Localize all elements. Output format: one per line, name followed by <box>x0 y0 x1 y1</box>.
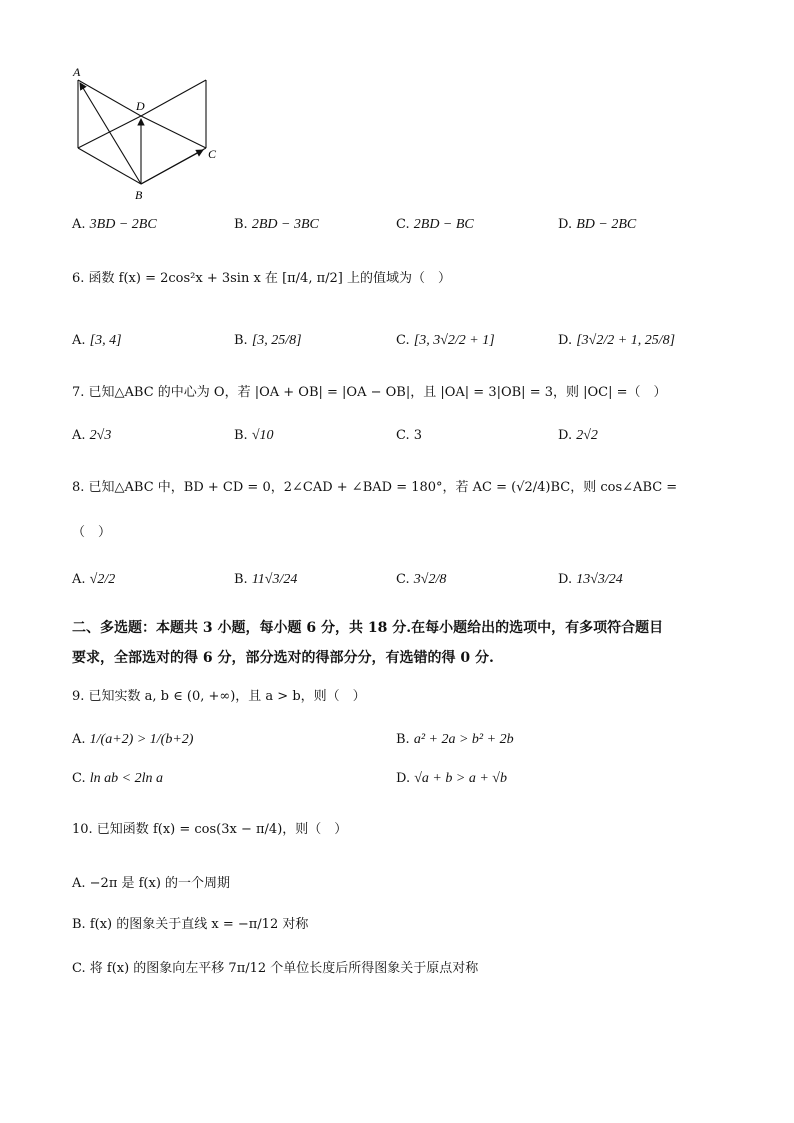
figure-label-c: C <box>208 147 217 161</box>
q10-option-a[interactable]: A. −2π 是 f(x) 的一个周期 <box>72 876 231 891</box>
q7-option-c[interactable]: C. 3 <box>396 428 423 443</box>
q6-option-a[interactable]: A. [3, 4] <box>72 333 122 348</box>
q5-option-a[interactable]: A. 3BD − 2BC <box>72 217 157 232</box>
q10-option-b[interactable]: B. f(x) 的图象关于直线 x = −π/12 对称 <box>72 917 309 932</box>
q7-option-b[interactable]: B. √10 <box>234 428 274 443</box>
q6-option-d[interactable]: D. [3√2/2 + 1, 25/8] <box>558 333 676 348</box>
q8-option-b[interactable]: B. 11√3/24 <box>234 572 298 587</box>
figure-top-right <box>141 80 206 116</box>
figure-top-left <box>78 80 141 116</box>
q6-option-c[interactable]: C. [3, 3√2/2 + 1] <box>396 333 495 348</box>
q8-option-c[interactable]: C. 3√2/8 <box>396 572 447 587</box>
figure-label-d: D <box>136 99 145 113</box>
figure-mid-right <box>141 116 206 148</box>
q8-option-a[interactable]: A. √2/2 <box>72 572 116 587</box>
q9-option-a[interactable]: A. 1/(a+2) > 1/(b+2) <box>72 732 194 747</box>
figure-bottom-left <box>78 148 141 184</box>
q6-option-b[interactable]: B. [3, 25/8] <box>234 333 302 348</box>
q10-stem: 10. 已知函数 f(x) = cos(3x − π/4)，则（ ） <box>72 822 348 837</box>
section2-heading-line1: 二、多选题：本题共 3 小题，每小题 6 分，共 18 分.在每小题给出的选项中，有多项符合题目 <box>72 620 664 636</box>
q5-option-b[interactable]: B. 2BD − 3BC <box>234 217 319 232</box>
q5-option-d[interactable]: D. BD − 2BC <box>558 217 637 232</box>
q8-option-d[interactable]: D. 13√3/24 <box>558 572 623 587</box>
q9-option-d[interactable]: D. √a + b > a + √b <box>396 771 507 786</box>
q7-option-a[interactable]: A. 2√3 <box>72 428 112 443</box>
q9-option-b[interactable]: B. a² + 2a > b² + 2b <box>396 732 514 747</box>
geometry-figure <box>68 62 228 202</box>
figure-label-b: B <box>135 188 143 202</box>
q10-option-c[interactable]: C. 将 f(x) 的图象向左平移 7π/12 个单位长度后所得图象关于原点对称 <box>72 961 479 976</box>
q5-option-c[interactable]: C. 2BD − BC <box>396 217 474 232</box>
q9-stem: 9. 已知实数 a, b ∈ (0, +∞)，且 a > b，则（ ） <box>72 689 366 704</box>
section2-heading-line2: 要求，全部选对的得 6 分，部分选对的得部分分，有选错的得 0 分. <box>72 650 494 666</box>
q9-option-c[interactable]: C. ln ab < 2ln a <box>72 771 163 786</box>
q8-blank: （ ） <box>72 525 112 540</box>
q8-stem: 8. 已知△ABC 中，BD + CD = 0，2∠CAD + ∠BAD = 180°，若 AC = (√2/4)BC，则 cos∠ABC = <box>72 480 678 495</box>
figure-vector-bc <box>141 150 203 184</box>
figure-label-a: A <box>73 65 81 79</box>
q7-option-d[interactable]: D. 2√2 <box>558 428 598 443</box>
q6-stem: 6. 函数 f(x) = 2cos²x + 3sin x 在 [π/4, π/2] 上的值域为（ ） <box>72 271 451 286</box>
q7-stem: 7. 已知△ABC 的中心为 O，若 |OA + OB| = |OA − OB|，且 |OA| = 3|OB| = 3，则 |OC| =（ ） <box>72 385 667 400</box>
